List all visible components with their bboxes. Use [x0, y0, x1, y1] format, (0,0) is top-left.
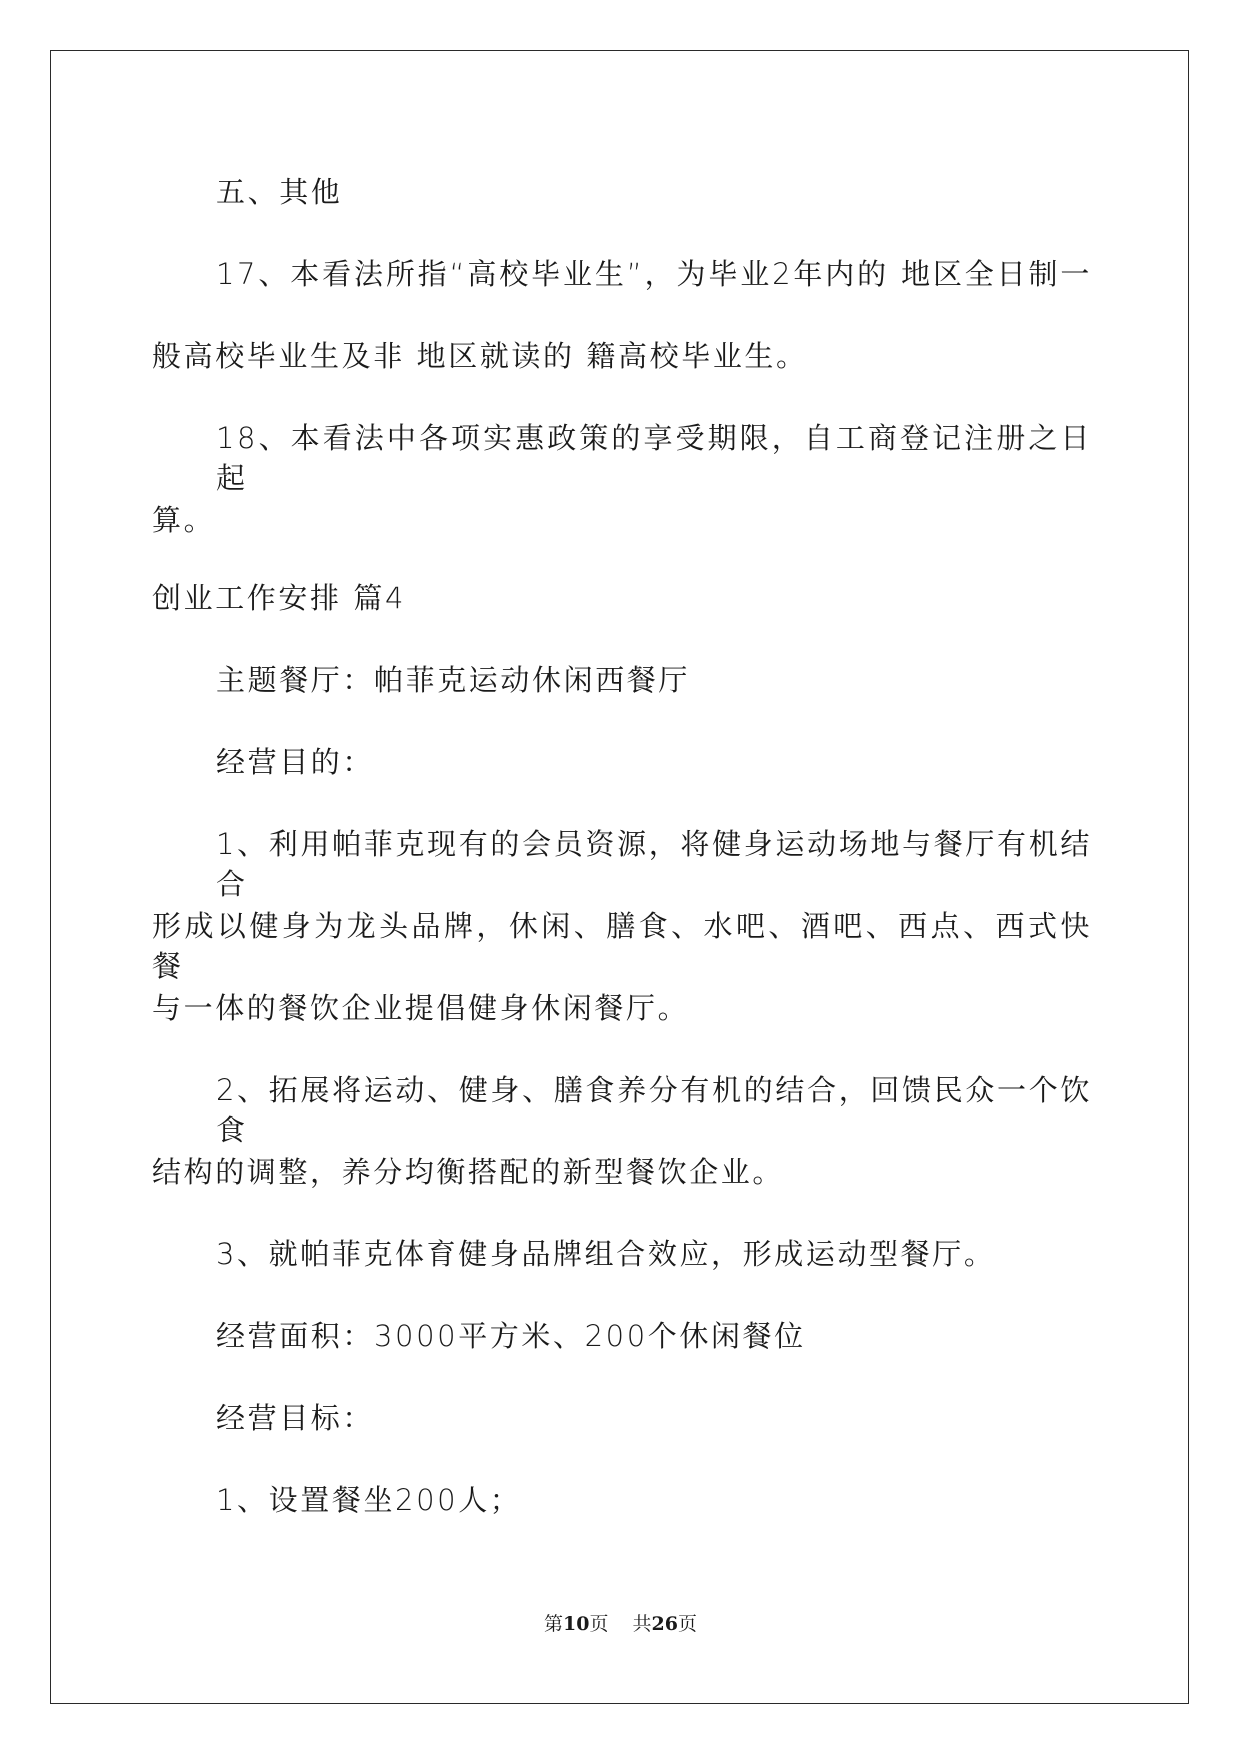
paragraph-line: 17、本看法所指“高校毕业生”，为毕业2年内的 地区全日制一 — [216, 257, 1092, 291]
footer-prefix: 第 — [544, 1613, 564, 1635]
footer-page-suffix: 页 — [589, 1613, 609, 1635]
paragraph-line: 2、拓展将运动、健身、膳食养分有机的结合，回馈民众一个饮食 — [216, 1073, 1092, 1147]
paragraph-line: 1、利用帕菲克现有的会员资源，将健身运动场地与餐厅有机结合 — [216, 827, 1092, 901]
current-page-number: 10 — [563, 1613, 590, 1635]
paragraph-line: 18、本看法中各项实惠政策的享受期限，自工商登记注册之日起 — [216, 421, 1092, 495]
paragraph-line: 3、就帕菲克体育健身品牌组合效应，形成运动型餐厅。 — [216, 1237, 996, 1271]
paragraph-line: 算。 — [152, 503, 216, 537]
paragraph-line: 与一体的餐饮企业提倡健身休闲餐厅。 — [152, 991, 690, 1025]
footer-total-suffix: 页 — [677, 1613, 697, 1635]
paragraph-line: 形成以健身为龙头品牌，休闲、膳食、水吧、酒吧、西点、西式快餐 — [152, 909, 1092, 983]
paragraph-line: 经营目标： — [216, 1401, 375, 1435]
footer-total-prefix: 共 — [632, 1613, 652, 1635]
chapter-title: 创业工作安排 篇4 — [152, 581, 407, 615]
total-pages-number: 26 — [651, 1613, 678, 1635]
paragraph-line: 结构的调整，养分均衡搭配的新型餐饮企业。 — [152, 1155, 785, 1189]
section-heading: 五、其他 — [216, 175, 343, 209]
paragraph-line: 般高校毕业生及非 地区就读的 籍高校毕业生。 — [152, 339, 808, 373]
paragraph-line: 主题餐厅：帕菲克运动休闲西餐厅 — [216, 663, 691, 697]
page-footer — [0, 1612, 1241, 1636]
paragraph-line: 经营目的： — [216, 745, 375, 779]
paragraph-line: 1、设置餐坐200人； — [216, 1483, 522, 1517]
paragraph-line: 经营面积：3000平方米、200个休闲餐位 — [216, 1319, 806, 1353]
